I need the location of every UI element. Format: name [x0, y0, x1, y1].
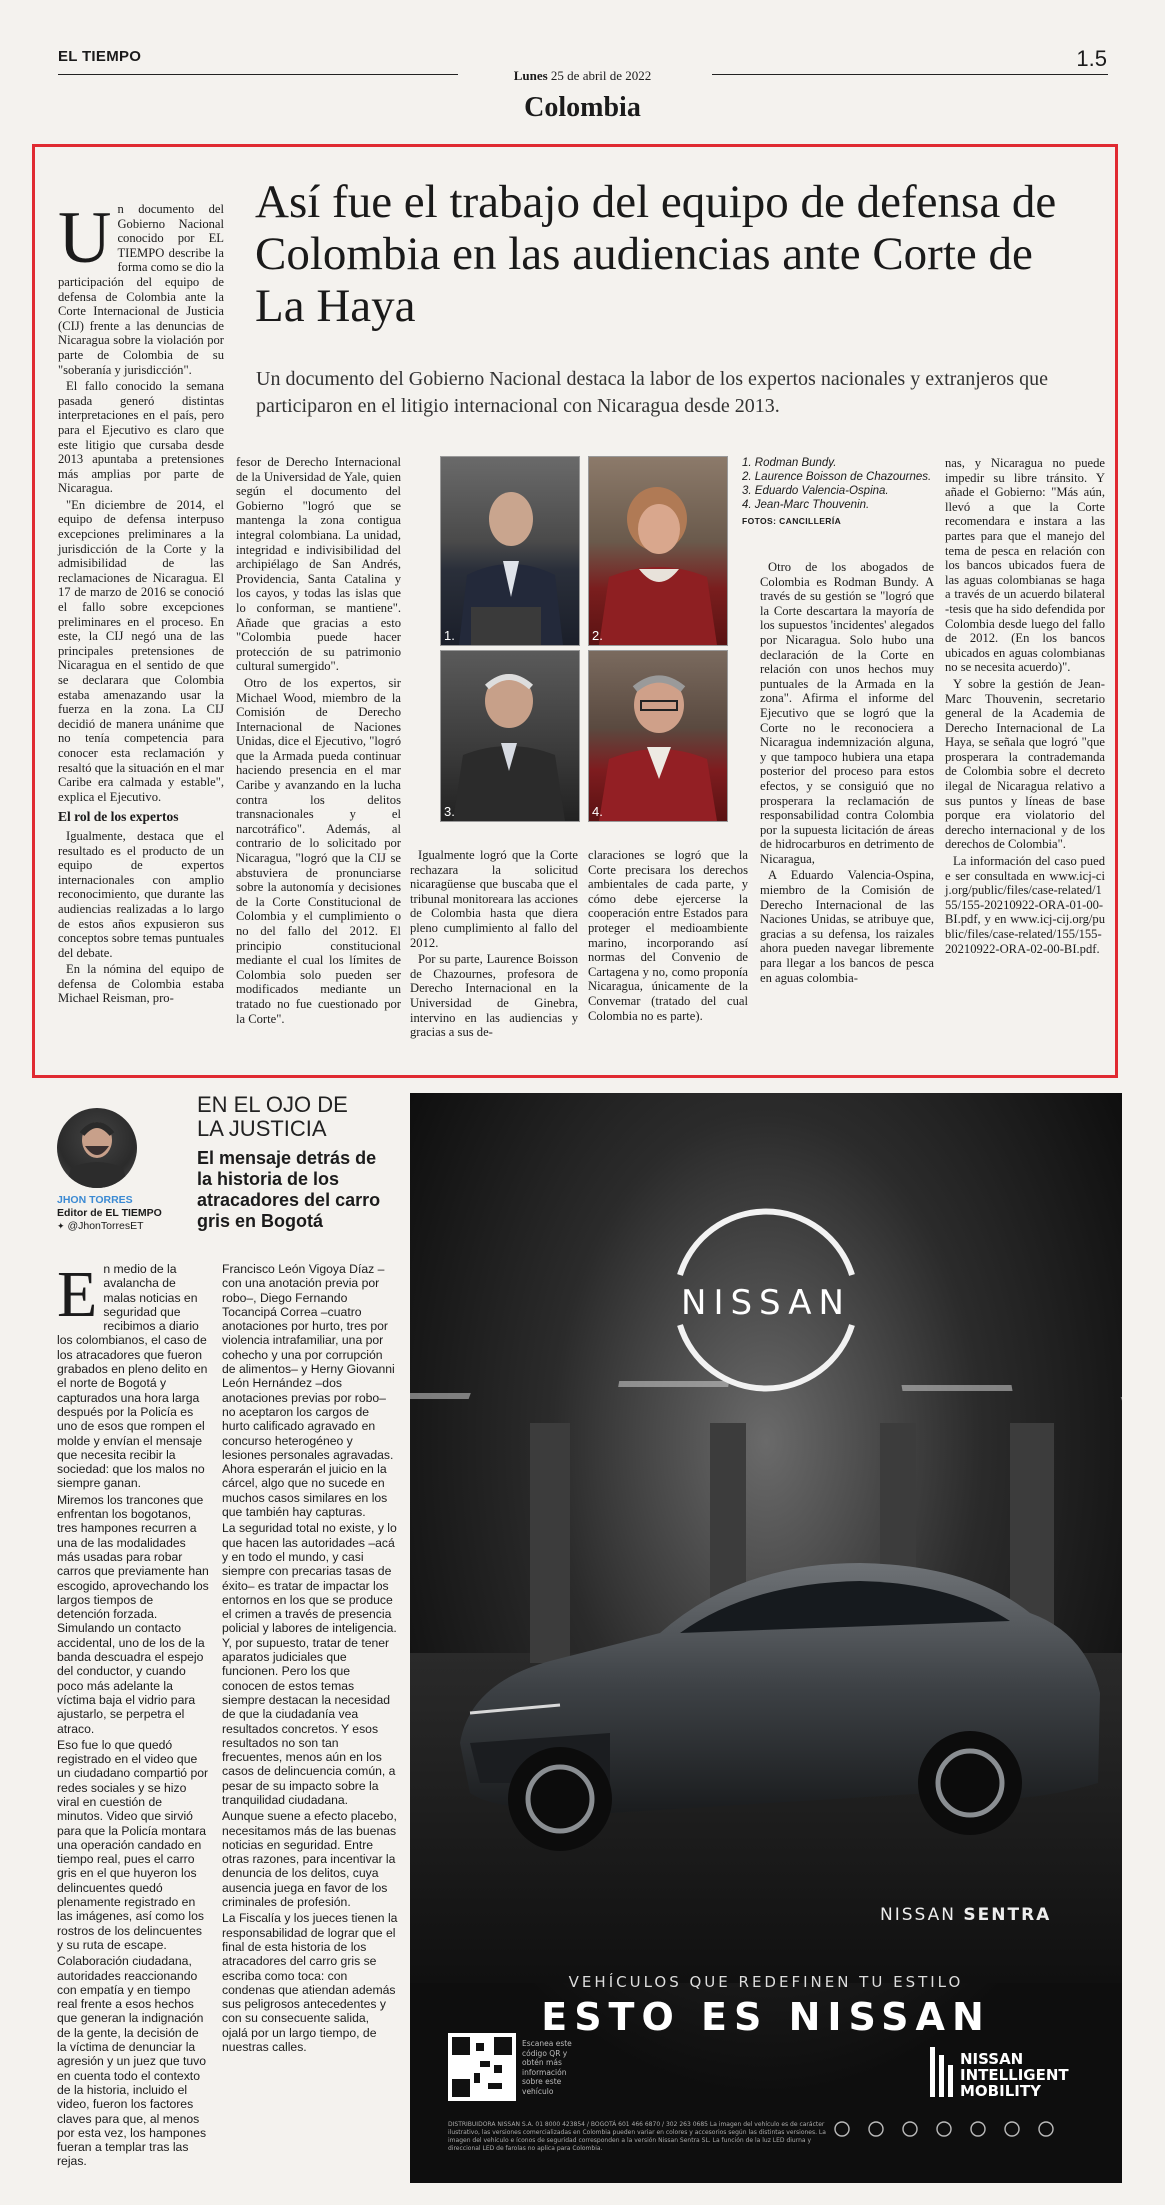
- paragraph: Eso fue lo que quedó registrado en el video que un ciudadano compartió por redes sociales y se hizo viral en cuestión de minutos. Video que sirvió para que la Policía montara una operación candado en tiempo real, pues el carro gris en el que huyeron los delincuentes quedó plenamente registrado en las imágenes, así como los rostros de los delincuentes y su ruta de escape.: [57, 1737, 209, 1952]
- paragraph: Aunque suene a efecto placebo, necesitamos más de las buenas noticias en seguridad. Entre otras razones, para incentivar la denuncia de los delitos, cuya ausencia juega en favor de los criminales de profesión.: [222, 1809, 397, 1910]
- paragraph: Miremos los trancones que enfrentan los bogotanos, tres hampones recurren a una de las modalidades más usadas para robar carros que previamente han escogido, aprovechando los largos tiempos de detención forzada. Simulando un contacto accidental, uno de los de la banda descuadra el espejo del conductor, y cuando poco más adelante la víctima baja el vidrio para ajustarlo, se perpetra el atraco.: [57, 1492, 209, 1736]
- photo-jean-marc-thouvenin: [588, 650, 728, 822]
- masthead: EL TIEMPO: [58, 48, 142, 65]
- author-handle-text: @JhonTorresET: [67, 1220, 144, 1232]
- paragraph: A Eduardo Valencia-Ospina, miembro de la Comisión de Derecho Internacional de las Naciones Unidas, se atribuye que, gracias a su defensa, los raizales ahora pueden navegar libremente para llegar a los bancos de pesca en aguas colombia-: [760, 868, 934, 985]
- paragraph: fesor de Derecho Internacional de la Universidad de Yale, quien según el documento del Gobierno "logró que se mantenga la zona contigua integral colombiana. La unidad, integridad e indivisibilidad del archipiélago de San Andrés, Providencia, Santa Catalina y los cayos, y todas las islas que lo conforman, se mantiene". Añade que gracias a esto "Colombia puede hacer protección de su patrimonio cultural sumergido".: [236, 455, 401, 674]
- photo-credit: FOTOS: CANCILLERÍA: [742, 516, 842, 526]
- photo-number: 2.: [592, 628, 603, 643]
- paragraph: Otro de los abogados de Colombia es Rodman Bundy. A través de su gestión se "logró que la Corte descartara la mayoría de los supuestos 'incidentes' alegados por Nicaragua. Solo hubo una declaración de la Corte en relación con unos hechos muy puntuales de la Armada en la zona". Afirma el informe del Ejecutivo que se logró que la Corte no le reconociera a Nicaragua indemnización alguna, y que tampoco hubiera una etapa posterior del proceso para estos efectos, y se consiguió que no prosperara la reclamación de responsabilidad contra Colombia por la supuesta licitación de áreas de hidrocarburos en detrimento de Nicaragua,: [760, 560, 934, 866]
- author-role: Editor de EL TIEMPO: [57, 1207, 162, 1219]
- paragraph: El fallo conocido la semana pasada generó distintas interpretaciones en el país, pero para el Ejecutivo es claro que este litigio que cursaba desde 2013 apuntaba a pretensiones más amplias por parte de Nicaragua.: [58, 379, 224, 496]
- photo-eduardo-valencia: [440, 650, 580, 822]
- paragraph: La seguridad total no existe, y lo que hacen las autoridades –acá y en todo el mundo, y casi siempre con precarias tasas de éxito– es tratar de impactar los entornos en los que se produce el crimen a través de presencia policial y labores de inteligencia. Y, por supuesto, tratar de tener aparatos judiciales que funcionen. Pero los que conocen de estos temas siempre destacan la necesidad de que la ciudadanía vea resultados concretos. Y esos resultados no son tan frecuentes, menos aún en los casos de delincuencia común, a pesar de su impacto sobre la tranquilidad ciudadana.: [222, 1521, 397, 1807]
- photo-number: 3.: [444, 804, 455, 819]
- drop-cap: U: [58, 197, 112, 279]
- ad-tagline: VEHÍCULOS QUE REDEFINEN TU ESTILO: [568, 1973, 964, 1991]
- opinion-column-2: [222, 1262, 398, 2056]
- portrait-illustration: [441, 651, 579, 821]
- author-name: JHON TORRES: [57, 1194, 133, 1206]
- column-kicker: EN EL OJO DE LA JUSTICIA: [197, 1092, 348, 1141]
- author-portrait: [57, 1108, 137, 1188]
- section-title: Colombia: [524, 92, 641, 123]
- paragraph: n documento del Gobierno Nacional conocido por EL TIEMPO describe la forma como se dio la participación del equipo de defensa de Colombia ante la Corte Internacional de Justicia (CIJ) frente a las denuncias de Nicaragua sobre la violación por parte de Colombia de su "soberanía y jurisdicción".: [58, 202, 224, 377]
- logo-line: INTELLIGENT: [960, 2066, 1069, 2084]
- article-column-6: [945, 456, 1105, 958]
- caption: 1. Rodman Bundy.: [742, 457, 837, 469]
- paragraph: Igualmente logró que la Corte rechazara la solicitud nicaragüense que buscaba que el tribunal monitoreara las acciones de Colombia hasta que diera pleno cumplimiento al fallo del 2012.: [410, 848, 578, 950]
- ad-intelligent-mobility-logo: [960, 2051, 1069, 2099]
- column-headline: El mensaje detrás de la historia de los atracadores del carro gris en Bogotá: [197, 1148, 381, 1231]
- paragraph: La Fiscalía y los jueces tienen la responsabilidad de lograr que el final de esta historia de los atracadores del carro gris se escriba como toca: con condenas que atiendan además sus peligrosos antecedentes y con su consecuente salida, ojalá por un largo tiempo, de nuestras calles.: [222, 1911, 398, 2055]
- model-name: SENTRA: [963, 1905, 1052, 1925]
- twitter-icon: ✦: [57, 1221, 65, 1231]
- paragraph: nas, y Nicaragua no puede impedir su libre tránsito. Y añade el Gobierno: "Más aún, llevó a que la Corte recomendara e instara a las partes para que el manejo del tema de pesca en relación con los bancos ubicados fuera de las aguas colombianas se haga a través de un acuerdo bilateral -tesis que ha sido defendida por Colombia desde luego del fallo de 2012. (En los bancos ubicados en aguas colombianas no se necesita acuerdo)".: [945, 456, 1105, 675]
- caption: 3. Eduardo Valencia-Ospina.: [742, 485, 889, 497]
- article-column-5: [760, 560, 934, 987]
- logo-line: MOBILITY: [960, 2082, 1041, 2100]
- paragraph: Por su parte, Laurence Boisson de Chazournes, profesora de Derecho Internacional en la Universidad de Ginebra, intervino en las audiencias y gracias a sus de-: [410, 952, 578, 1040]
- issue-date: Lunes 25 de abril de 2022: [513, 68, 652, 83]
- paragraph: Y sobre la gestión de Jean-Marc Thouvenin, secretario general de la Academia de Derecho Internacional de La Haya, se señala que logró "que prosperara la contrademanda de Colombia sobre el decreto ilegal de Nicaragua relativo a sus puntos y líneas de base porque era violatorio del derecho internacional y de los derechos de Colombia".: [945, 676, 1105, 852]
- portrait-illustration: [441, 457, 579, 645]
- drop-cap: E: [57, 1258, 98, 1331]
- ad-slogan: ESTO ES NISSAN: [541, 1995, 991, 2039]
- portrait-illustration: [589, 651, 727, 821]
- paragraph: Colaboración ciudadana, autoridades reaccionando con empatía y en tiempo real frente a esos hechos que generan la indignación de la gente, la decisión de la víctima de denunciar la agresión y un juez que tuvo en cuenta todo el contexto de la historia, incluido el video, fueron los factores claves para que, al menos por esta vez, los hampones fueran a templar tras las rejas.: [57, 1954, 207, 2169]
- paragraph: Otro de los expertos, sir Michael Wood, miembro de la Comisión de Derecho Internacional de Naciones Unidas, dice el Ejecutivo, "logró que la Armada pueda continuar haciendo presencia en el mar Caribe y avanzando en la lucha contra los delitos transnacionales y el narcotráfico". Además, al contrario de lo solicitado por Nicaragua, "logró que la CIJ se abstuviera de pronunciarse sobre la autonomía y decisiones de la Corte Constitucional de Colombia y el cumplimiento o no del fallo del 2012. El principio constitucional mediante el cual los límites de Colombia solo pueden ser modificados mediante un tratado no fue cuestionado por la Corte".: [236, 675, 401, 1026]
- caption: 2. Laurence Boisson de Chazournes.: [742, 471, 932, 483]
- author-byline: [57, 1194, 162, 1233]
- nissan-advertisement[interactable]: [410, 1093, 1122, 2183]
- article-column-2: [236, 455, 401, 1028]
- avatar: [57, 1108, 137, 1188]
- article-column-3: [410, 848, 578, 1042]
- paragraph: Francisco León Vigoya Díaz –con una anotación previa por robo–, Diego Fernando Tocancipá Correa –cuatro anotaciones por hurto, tres por violencia intrafamiliar, una por cohecho y una por corrupción de alimentos– y Herny Giovanni León Hernández –dos anotaciones previas por robo– no aceptaron los cargos de hurto calificado agravado en concurso heterogéneo y lesiones personales agravadas. Ahora esperarán el juicio en la cárcel, algo que no sucede en muchos casos similares en los que también hay capturas.: [222, 1262, 395, 1520]
- article-deck: Un documento del Gobierno Nacional destaca la labor de los expertos nacionales y extranjeros que participaron en el litigio internacional con Nicaragua desde 2013.: [256, 368, 1048, 417]
- author-handle: [57, 1220, 162, 1233]
- photo-rodman-bundy: [440, 456, 580, 646]
- page-number: 1.5: [1076, 46, 1107, 71]
- article-subhead: El rol de los expertos: [58, 809, 179, 825]
- model-brand: NISSAN: [880, 1905, 956, 1925]
- ad-brand-wordmark: NISSAN: [681, 1283, 851, 1323]
- ad-model-name: [880, 1905, 1051, 1925]
- photo-number: 1.: [444, 628, 455, 643]
- article-column-1: [58, 197, 224, 1008]
- photo-laurence-boisson: [588, 456, 728, 646]
- ad-qr-text: Escanea este código QR y obtén más información sobre este vehículo: [522, 2039, 572, 2096]
- article-headline: Así fue el trabajo del equipo de defensa de Colombia en las audiencias ante Corte de La Haya: [255, 176, 1057, 332]
- photo-captions: [742, 456, 932, 528]
- paragraph: n medio de la avalancha de malas noticias en seguridad que recibimos a diario los colombianos, el caso de los atracadores que fueron grabados en pleno delito en el norte de Bogotá y capturados una hora larga después por la Policía es uno de esos que rompen el molde y envían el mensaje que necesita recibir la sociedad: que los malos no siempre ganan.: [57, 1262, 208, 1491]
- logo-line: NISSAN: [960, 2050, 1024, 2068]
- paragraph: "En diciembre de 2014, el equipo de defensa interpuso excepciones preliminares a la jurisdicción de la Corte y la admisibilidad de las reclamaciones de Nicaragua. El 17 de marzo de 2016 se conoció el fallo sobre excepciones preliminares en el proceso. En este, la CIJ negó una de las principales pretensiones de Nicaragua en el sentido de que se declarara que Colombia estaba amenazando usar la fuerza en la zona. La CIJ decidió de manera unánime que no tenía competencia para conocer esta reclamación y resaltó que la situación en el mar Caribe era calmada y estable", explica el Ejecutivo.: [58, 497, 224, 804]
- paragraph: Igualmente, destaca que el resultado es el producto de un equipo de expertos internacionales con amplio reconocimiento, que durante las audiencias realizadas a lo largo de estos años expusieron sus conceptos sobre temas puntuales del debate.: [58, 828, 224, 960]
- ad-legal-text: DISTRIBUIDORA NISSAN S.A. 01 8000 423854 / BOGOTÁ 601 466 6870 / 302 263 0685 La imagen del vehículo es de carácter ilustrativo, las versiones comercializadas en Colombia pueden variar en colores y accesorios según las distintas versiones. La imagen del vehículo e íconos de seguridad corresponden a la versión Nissan Sentra SL. La función de la luz LED diurna y direccional LED de farolas no aplica para Colombia.: [448, 2121, 826, 2152]
- paragraph: La información del caso puede ser consultada en www.icj-cij.org/public/files/case-related/155/155-20210922-ORA-01-00-BI.pdf, y en www.icj-cij.org/public/files/case-related/155/155-20210922-ORA-02-00-BI.pdf.: [945, 854, 1105, 956]
- portrait-illustration: [589, 457, 727, 645]
- article-column-4: [588, 848, 748, 1025]
- caption: 4. Jean-Marc Thouvenin.: [742, 499, 870, 511]
- paragraph: claraciones se logró que la Corte precisara los derechos ambientales de cada parte, y cómo debe ejercerse la cooperación entre Estados para proteger el medioambiente marino, incorporando así normas del Convenio de Cartagena y no, como proponía Nicaragua, únicamente de la Convemar (tratado del cual Colombia no es parte).: [588, 848, 748, 1023]
- paragraph: En la nómina del equipo de defensa de Colombia estaba Michael Reisman, pro-: [58, 962, 224, 1006]
- opinion-column-1: [57, 1258, 209, 2171]
- photo-number: 4.: [592, 804, 603, 819]
